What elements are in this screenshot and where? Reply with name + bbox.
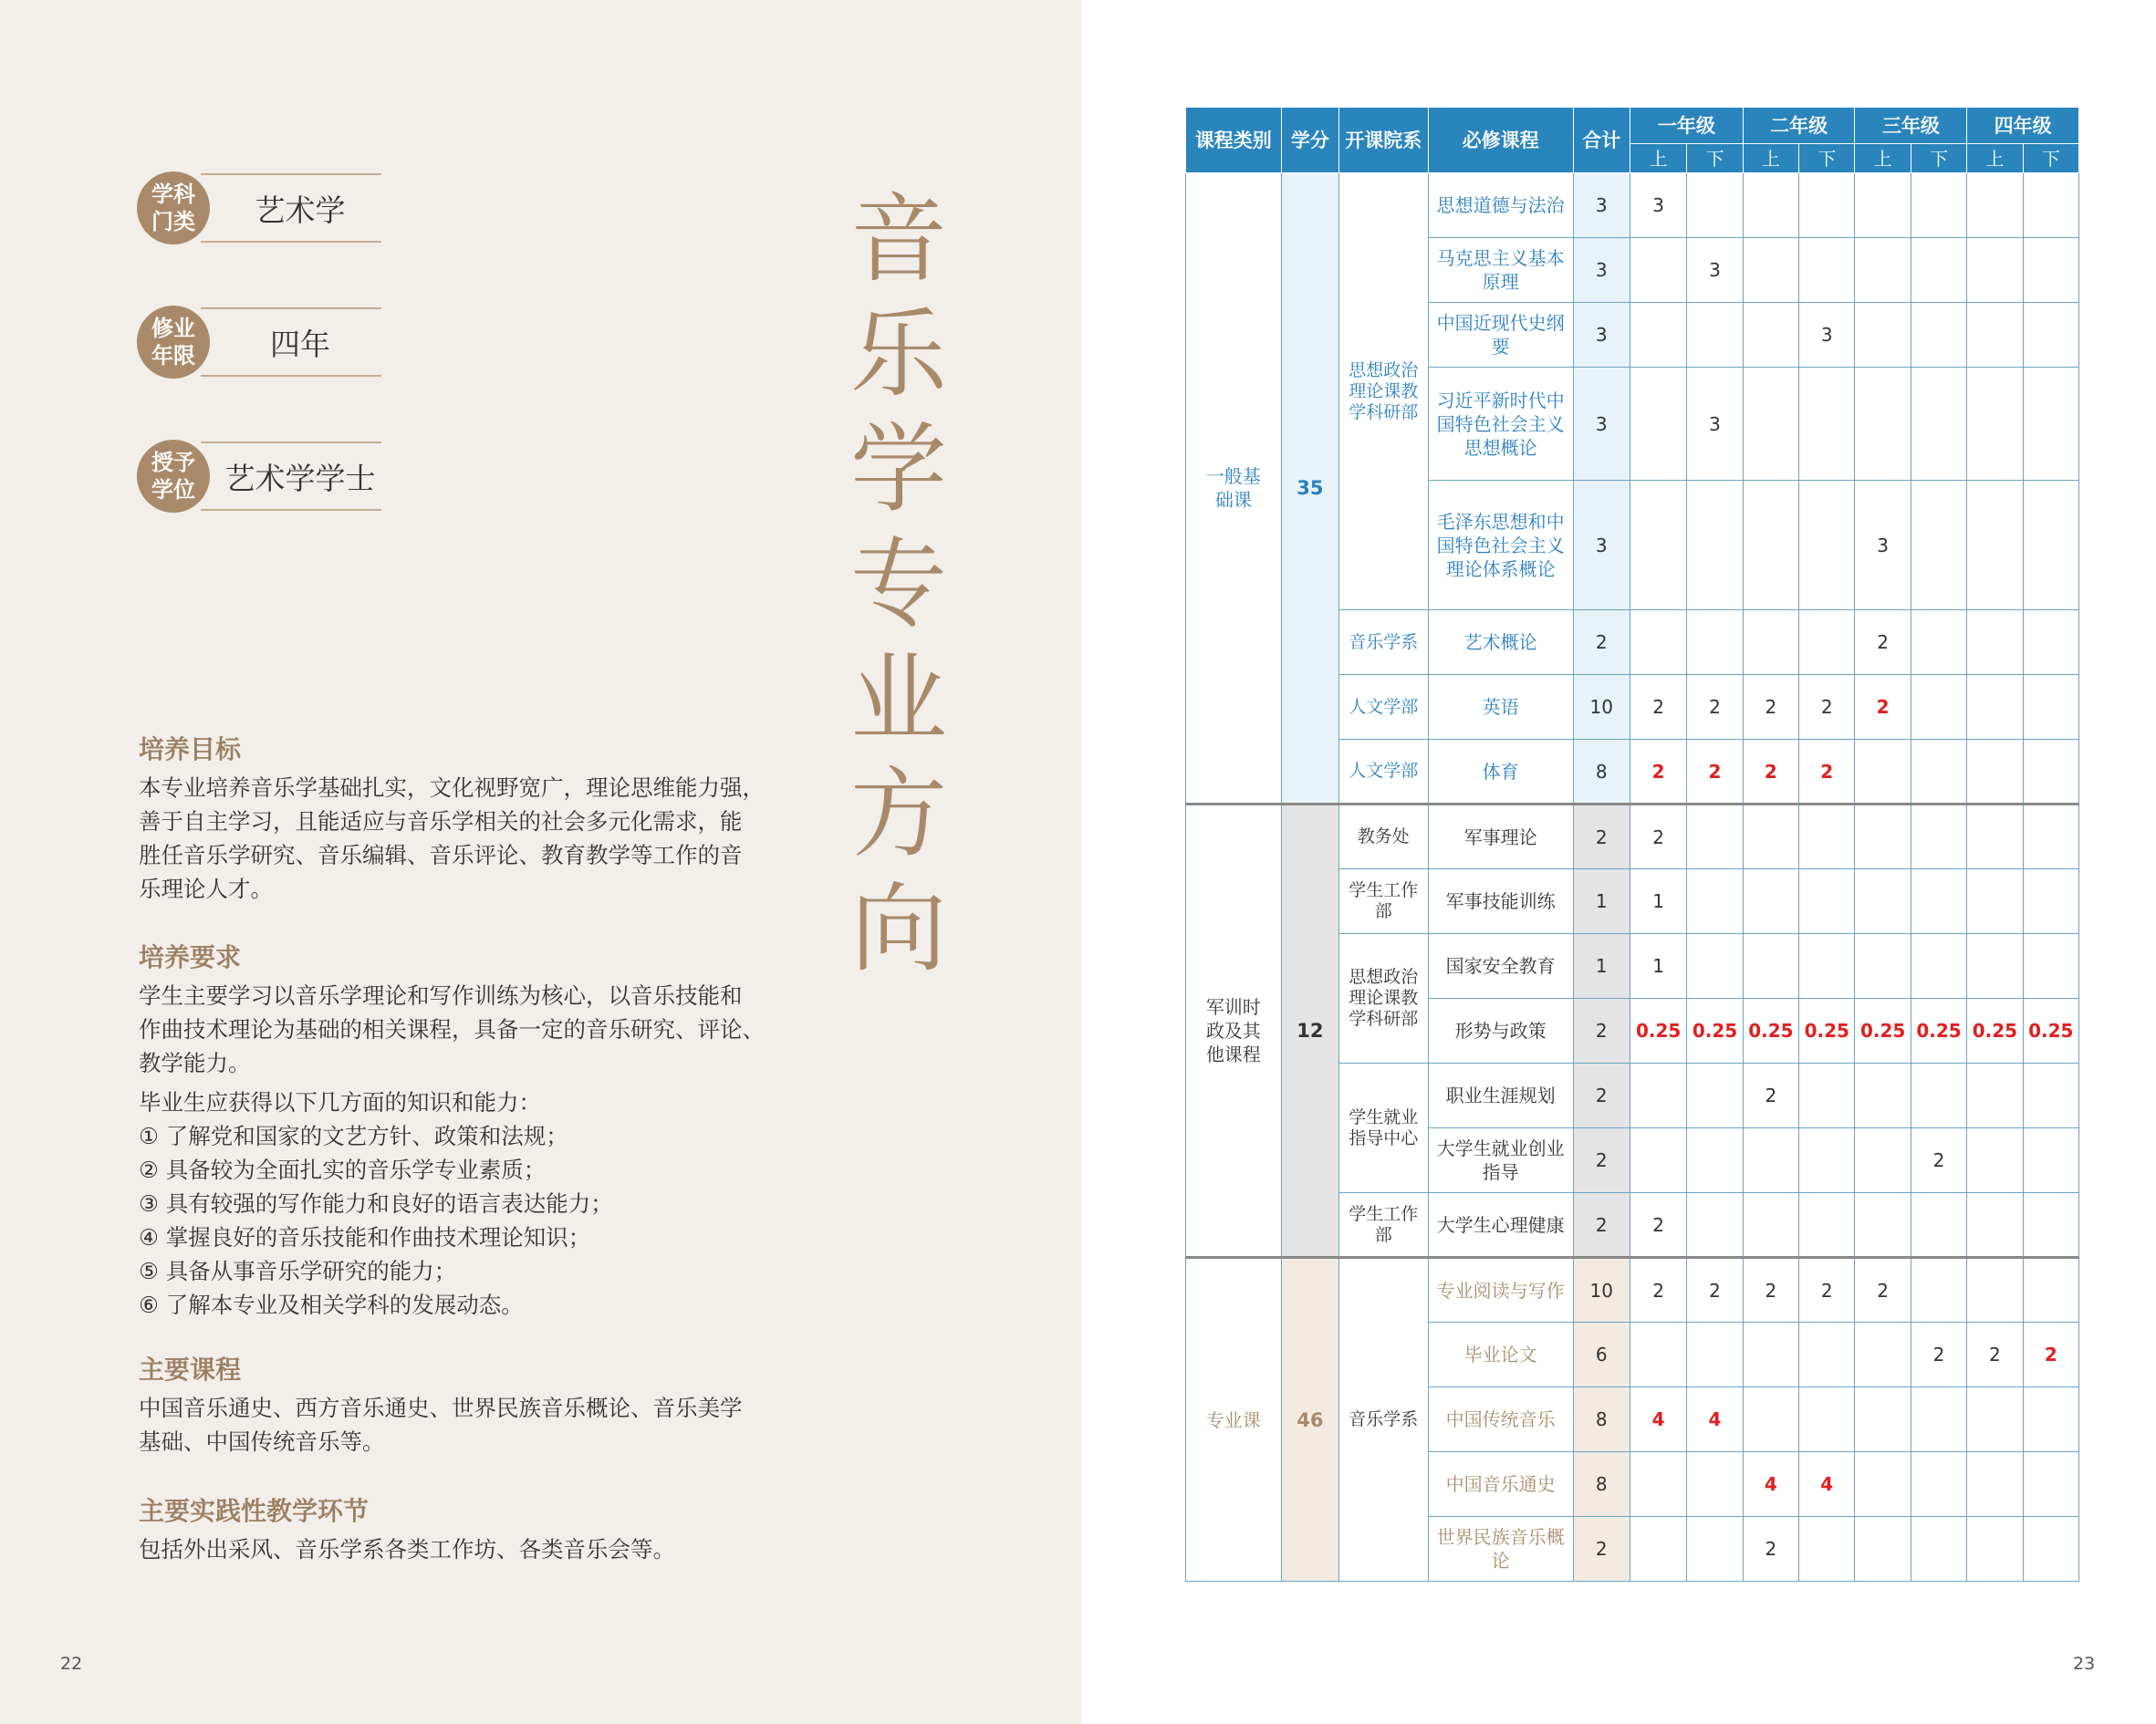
- term-credit-cell: [1911, 1517, 1966, 1582]
- term-credit-cell: [1855, 1128, 1911, 1193]
- dept-cell: 学生工作部: [1339, 1193, 1429, 1258]
- term-credit-cell: [1630, 1128, 1686, 1193]
- study-years-value: 四年: [270, 326, 330, 362]
- course-total-cell: 3: [1573, 173, 1630, 238]
- term-credit-cell: [1630, 481, 1686, 610]
- term-credit-cell: [1967, 1452, 2023, 1517]
- term-credit-cell: [1687, 1517, 1743, 1582]
- term-credit-cell: 4: [1799, 1452, 1855, 1517]
- course-name-cell: 军事技能训练: [1428, 869, 1573, 934]
- term-credit-cell: 0.25: [1799, 999, 1855, 1064]
- term-credit-cell: [1911, 1064, 1966, 1128]
- section-heading-requirements: 培养要求: [139, 942, 242, 972]
- term-credit-cell: [1911, 675, 1966, 740]
- course-total-cell: 1: [1573, 934, 1630, 999]
- course-total-cell: 1: [1573, 869, 1630, 934]
- course-total-cell: 3: [1573, 368, 1630, 481]
- term-credit-cell: [1967, 1387, 2023, 1452]
- header-year-1: 一年级: [1630, 108, 1743, 144]
- term-credit-cell: [1799, 238, 1855, 303]
- term-credit-cell: [1743, 238, 1798, 303]
- term-credit-cell: [1630, 303, 1686, 368]
- course-name-cell: 马克思主义基本原理: [1428, 238, 1573, 303]
- term-credit-cell: [1799, 1323, 1855, 1387]
- page-number-right: 23: [2073, 1654, 2096, 1674]
- course-name-cell: 职业生涯规划: [1428, 1064, 1573, 1128]
- course-name-cell: 世界民族音乐概论: [1428, 1517, 1573, 1582]
- course-name-cell: 毕业论文: [1428, 1323, 1573, 1387]
- dept-cell: 音乐学系: [1339, 610, 1429, 675]
- term-credit-cell: [1911, 610, 1966, 675]
- text-line: 善于自主学习，且能适应与音乐学相关的社会多元化需求，能: [139, 808, 743, 835]
- info-subject-category: [137, 171, 381, 244]
- text-line: 教学能力。: [139, 1050, 251, 1076]
- term-credit-cell: [1911, 1387, 1966, 1452]
- course-total-cell: 8: [1573, 1452, 1630, 1517]
- term-credit-cell: [1967, 869, 2023, 934]
- course-name-cell: 中国音乐通史: [1428, 1452, 1573, 1517]
- term-credit-cell: 3: [1687, 368, 1743, 481]
- section-heading-goal: 培养目标: [139, 734, 242, 764]
- text-line: 作曲技术理论为基础的相关课程，具备一定的音乐研究、评论、: [139, 1016, 765, 1043]
- term-credit-cell: [1743, 610, 1798, 675]
- term-credit-cell: [1967, 740, 2023, 805]
- degree-value: 艺术学学士: [224, 460, 376, 496]
- dept-cell: 教务处: [1339, 805, 1429, 869]
- term-credit-cell: 2: [1855, 610, 1911, 675]
- term-credit-cell: 4: [1743, 1452, 1798, 1517]
- term-credit-cell: [1799, 1128, 1855, 1193]
- term-credit-cell: 2: [1743, 740, 1798, 805]
- term-credit-cell: [2023, 610, 2078, 675]
- term-credit-cell: 2: [1687, 1258, 1743, 1323]
- info-study-years: [137, 306, 381, 379]
- term-credit-cell: [1743, 805, 1798, 869]
- term-credit-cell: [1855, 805, 1911, 869]
- text-line: 中国音乐通史、西方音乐通史、世界民族音乐概论、音乐美学: [139, 1395, 743, 1421]
- goal-paragraph: [139, 771, 768, 906]
- term-credit-cell: [1911, 481, 1966, 610]
- term-credit-cell: [2023, 303, 2078, 368]
- course-name-cell: 思想道德与法治: [1428, 173, 1573, 238]
- term-credit-cell: [1911, 238, 1966, 303]
- term-credit-cell: [1687, 869, 1743, 934]
- term-credit-cell: 2: [1630, 805, 1686, 869]
- term-credit-cell: [1911, 869, 1966, 934]
- text-line: 本专业培养音乐学基础扎实，文化视野宽广，理论思维能力强，: [139, 774, 765, 801]
- term-credit-cell: 0.25: [1687, 999, 1743, 1064]
- term-credit-cell: [2023, 1258, 2078, 1323]
- term-credit-cell: [1687, 1323, 1743, 1387]
- term-credit-cell: [2023, 1064, 2078, 1128]
- course-total-cell: 3: [1573, 303, 1630, 368]
- credits-cell: 12: [1281, 805, 1338, 1258]
- course-total-cell: 2: [1573, 610, 1630, 675]
- term-credit-cell: 0.25: [1911, 999, 1966, 1064]
- term-credit-cell: 3: [1687, 238, 1743, 303]
- term-credit-cell: [2023, 805, 2078, 869]
- term-credit-cell: 3: [1855, 481, 1911, 610]
- term-credit-cell: [1967, 481, 2023, 610]
- header-term: 上: [1743, 144, 1798, 173]
- term-credit-cell: [1799, 934, 1855, 999]
- term-credit-cell: [1911, 173, 1966, 238]
- term-credit-cell: [2023, 1193, 2078, 1258]
- term-credit-cell: [1799, 805, 1855, 869]
- info-degree: [137, 440, 381, 513]
- term-credit-cell: [1855, 740, 1911, 805]
- course-total-cell: 2: [1573, 1517, 1630, 1582]
- term-credit-cell: [1911, 303, 1966, 368]
- category-cell: 专业课: [1186, 1258, 1282, 1582]
- course-total-cell: 6: [1573, 1323, 1630, 1387]
- course-name-cell: 大学生心理健康: [1428, 1193, 1573, 1258]
- term-credit-cell: 0.25: [1967, 999, 2023, 1064]
- term-credit-cell: 3: [1630, 173, 1686, 238]
- term-credit-cell: [1743, 303, 1798, 368]
- term-credit-cell: [1911, 1193, 1966, 1258]
- term-credit-cell: [1855, 1323, 1911, 1387]
- term-credit-cell: 3: [1799, 303, 1855, 368]
- term-credit-cell: [1630, 1064, 1686, 1128]
- term-credit-cell: 0.25: [2023, 999, 2078, 1064]
- term-credit-cell: [1911, 1258, 1966, 1323]
- term-credit-cell: [1855, 303, 1911, 368]
- category-cell: 军训时政及其他课程: [1186, 805, 1282, 1258]
- term-credit-cell: [1911, 368, 1966, 481]
- course-total-cell: 2: [1573, 1128, 1630, 1193]
- term-credit-cell: 0.25: [1630, 999, 1686, 1064]
- term-credit-cell: [1855, 1387, 1911, 1452]
- term-credit-cell: 1: [1630, 934, 1686, 999]
- term-credit-cell: [1743, 1193, 1798, 1258]
- course-name-cell: 体育: [1428, 740, 1573, 805]
- course-name-cell: 英语: [1428, 675, 1573, 740]
- course-name-cell: 艺术概论: [1428, 610, 1573, 675]
- term-credit-cell: [1967, 1258, 2023, 1323]
- header-year-2: 二年级: [1743, 108, 1855, 144]
- term-credit-cell: [1967, 1193, 2023, 1258]
- term-credit-cell: [1799, 610, 1855, 675]
- term-credit-cell: 2: [1743, 1517, 1798, 1582]
- term-credit-cell: [1687, 610, 1743, 675]
- term-credit-cell: [1799, 1387, 1855, 1452]
- term-credit-cell: [1743, 934, 1798, 999]
- term-credit-cell: 2: [1630, 1193, 1686, 1258]
- term-credit-cell: [2023, 934, 2078, 999]
- term-credit-cell: [1630, 368, 1686, 481]
- text-line: 基础、中国传统音乐等。: [139, 1428, 385, 1455]
- term-credit-cell: [2023, 740, 2078, 805]
- term-credit-cell: [1799, 1517, 1855, 1582]
- term-credit-cell: [1967, 934, 2023, 999]
- section-heading-practice: 主要实践性教学环节: [139, 1496, 370, 1526]
- term-credit-cell: [2023, 675, 2078, 740]
- term-credit-cell: 2: [1967, 1323, 2023, 1387]
- course-name-cell: 军事理论: [1428, 805, 1573, 869]
- header-credits: 学分: [1281, 108, 1338, 173]
- header-course: 必修课程: [1428, 108, 1573, 173]
- header-total: 合计: [1573, 108, 1630, 173]
- term-credit-cell: [1855, 934, 1911, 999]
- course-total-cell: 8: [1573, 740, 1630, 805]
- term-credit-cell: [1630, 610, 1686, 675]
- table-row: [1186, 173, 2079, 238]
- term-credit-cell: [1799, 173, 1855, 238]
- term-credit-cell: [1799, 1193, 1855, 1258]
- term-credit-cell: [1855, 173, 1911, 238]
- credits-cell: 35: [1281, 173, 1338, 805]
- term-credit-cell: [2023, 1452, 2078, 1517]
- practice-paragraph: [139, 1532, 768, 1566]
- term-credit-cell: [1911, 934, 1966, 999]
- term-credit-cell: [1743, 1387, 1798, 1452]
- term-credit-cell: [2023, 481, 2078, 610]
- term-credit-cell: [1967, 675, 2023, 740]
- term-credit-cell: [1743, 368, 1798, 481]
- table-row: [1186, 1258, 2079, 1323]
- text-line: 乐理论人才。: [139, 876, 273, 902]
- section-heading-courses: 主要课程: [139, 1355, 242, 1385]
- credits-cell: 46: [1281, 1258, 1338, 1582]
- term-credit-cell: 0.25: [1855, 999, 1911, 1064]
- term-credit-cell: 2: [1743, 675, 1798, 740]
- course-total-cell: 10: [1573, 675, 1630, 740]
- term-credit-cell: [1855, 1517, 1911, 1582]
- header-row: [1186, 108, 2079, 144]
- term-credit-cell: [1799, 1064, 1855, 1128]
- list-item: ⑥ 了解本专业及相关学科的发展动态。: [139, 1292, 524, 1318]
- header-term: 上: [1967, 144, 2023, 173]
- course-name-cell: 大学生就业创业指导: [1428, 1128, 1573, 1193]
- course-name-cell: 国家安全教育: [1428, 934, 1573, 999]
- term-credit-cell: [1967, 1128, 2023, 1193]
- term-credit-cell: [1855, 1193, 1911, 1258]
- list-item: ② 具备较为全面扎实的音乐学专业素质；: [139, 1157, 547, 1183]
- term-credit-cell: 4: [1630, 1387, 1686, 1452]
- dept-cell: 人文学部: [1339, 675, 1429, 740]
- term-credit-cell: [1687, 1064, 1743, 1128]
- courses-paragraph: [139, 1391, 768, 1459]
- term-credit-cell: [2023, 1387, 2078, 1452]
- term-credit-cell: [1743, 1323, 1798, 1387]
- list-item: ④ 掌握良好的音乐技能和作曲技术理论知识；: [139, 1224, 591, 1251]
- header-term: 上: [1855, 144, 1911, 173]
- header-term: 下: [2023, 144, 2078, 173]
- term-credit-cell: [1911, 1452, 1966, 1517]
- text-line: 学生主要学习以音乐学理论和写作训练为核心，以音乐技能和: [139, 982, 743, 1009]
- badge-degree: 授予学位: [137, 440, 210, 513]
- header-dept: 开课院系: [1339, 108, 1429, 173]
- term-credit-cell: [1799, 481, 1855, 610]
- header-category: 课程类别: [1186, 108, 1282, 173]
- term-credit-cell: 2: [1687, 740, 1743, 805]
- dept-cell: 学生就业指导中心: [1339, 1064, 1429, 1193]
- badge-study-years: 修业年限: [137, 306, 210, 379]
- term-credit-cell: [1687, 481, 1743, 610]
- list-item: ③ 具有较强的写作能力和良好的语言表达能力；: [139, 1190, 613, 1217]
- term-credit-cell: [1630, 1452, 1686, 1517]
- dept-cell: 人文学部: [1339, 740, 1429, 805]
- term-credit-cell: [1967, 368, 2023, 481]
- text-line: 包括外出采风、音乐学系各类工作坊、各类音乐会等。: [139, 1536, 675, 1563]
- term-credit-cell: [1855, 1452, 1911, 1517]
- term-credit-cell: 2: [1630, 675, 1686, 740]
- term-credit-cell: 2: [1630, 1258, 1686, 1323]
- header-term: 下: [1799, 144, 1855, 173]
- header-year-4: 四年级: [1967, 108, 2079, 144]
- header-term: 下: [1911, 144, 1966, 173]
- term-credit-cell: [1630, 1323, 1686, 1387]
- term-credit-cell: [1967, 610, 2023, 675]
- term-credit-cell: [1743, 869, 1798, 934]
- term-credit-cell: 2: [1911, 1323, 1966, 1387]
- term-credit-cell: [1911, 740, 1966, 805]
- term-credit-cell: [1911, 805, 1966, 869]
- curriculum-table: [1185, 107, 2079, 1582]
- term-credit-cell: [1687, 1452, 1743, 1517]
- term-credit-cell: [1799, 368, 1855, 481]
- table-row: [1186, 805, 2079, 869]
- dept-cell: 学生工作部: [1339, 869, 1429, 934]
- term-credit-cell: [2023, 1517, 2078, 1582]
- term-credit-cell: [2023, 368, 2078, 481]
- course-total-cell: 2: [1573, 805, 1630, 869]
- term-credit-cell: [1687, 173, 1743, 238]
- text-line: 毕业生应获得以下几方面的知识和能力：: [139, 1089, 541, 1116]
- term-credit-cell: 2: [1911, 1128, 1966, 1193]
- term-credit-cell: [1967, 173, 2023, 238]
- term-credit-cell: 2: [1799, 740, 1855, 805]
- term-credit-cell: [1967, 1517, 2023, 1582]
- term-credit-cell: 2: [1855, 675, 1911, 740]
- term-credit-cell: 2: [2023, 1323, 2078, 1387]
- term-credit-cell: [1743, 173, 1798, 238]
- term-credit-cell: [1687, 805, 1743, 869]
- term-credit-cell: [1630, 238, 1686, 303]
- term-credit-cell: [1687, 303, 1743, 368]
- term-credit-cell: 2: [1855, 1258, 1911, 1323]
- term-credit-cell: [2023, 238, 2078, 303]
- course-total-cell: 3: [1573, 238, 1630, 303]
- term-credit-cell: 2: [1799, 1258, 1855, 1323]
- course-total-cell: 3: [1573, 481, 1630, 610]
- term-credit-cell: [1967, 303, 2023, 368]
- term-credit-cell: 4: [1687, 1387, 1743, 1452]
- course-name-cell: 毛泽东思想和中国特色社会主义理论体系概论: [1428, 481, 1573, 610]
- course-total-cell: 2: [1573, 999, 1630, 1064]
- term-credit-cell: 2: [1799, 675, 1855, 740]
- course-name-cell: 形势与政策: [1428, 999, 1573, 1064]
- badge-subject-category: 学科门类: [137, 171, 210, 244]
- course-name-cell: 中国传统音乐: [1428, 1387, 1573, 1452]
- term-credit-cell: [1855, 869, 1911, 934]
- term-credit-cell: [1687, 1128, 1743, 1193]
- course-total-cell: 2: [1573, 1064, 1630, 1128]
- course-total-cell: 2: [1573, 1193, 1630, 1258]
- dept-cell: 思想政治理论课教学科研部: [1339, 934, 1429, 1064]
- term-credit-cell: [2023, 1128, 2078, 1193]
- term-credit-cell: [1687, 1193, 1743, 1258]
- list-item: ① 了解党和国家的文艺方针、政策和法规；: [139, 1123, 568, 1149]
- term-credit-cell: [1855, 1064, 1911, 1128]
- term-credit-cell: 0.25: [1743, 999, 1798, 1064]
- term-credit-cell: 2: [1630, 740, 1686, 805]
- course-name-cell: 习近平新时代中国特色社会主义思想概论: [1428, 368, 1573, 481]
- text-line: 胜任音乐学研究、音乐编辑、音乐评论、教育教学等工作的音: [139, 842, 743, 868]
- term-credit-cell: [1967, 805, 2023, 869]
- header-year-3: 三年级: [1855, 108, 1967, 144]
- course-total-cell: 8: [1573, 1387, 1630, 1452]
- page-title: 音乐学专业方向: [850, 183, 947, 985]
- category-cell: 一般基础课: [1186, 173, 1282, 805]
- term-credit-cell: [2023, 869, 2078, 934]
- page-number-left: 22: [60, 1654, 83, 1674]
- term-credit-cell: [1855, 368, 1911, 481]
- dept-cell: 音乐学系: [1339, 1258, 1429, 1582]
- requirements-paragraph: [139, 979, 768, 1080]
- term-credit-cell: [2023, 173, 2078, 238]
- subject-category-value: 艺术学: [255, 192, 346, 228]
- term-credit-cell: 2: [1743, 1258, 1798, 1323]
- header-term: 上: [1630, 144, 1686, 173]
- term-credit-cell: [1855, 238, 1911, 303]
- term-credit-cell: 1: [1630, 869, 1686, 934]
- term-credit-cell: 2: [1743, 1064, 1798, 1128]
- course-name-cell: 中国近现代史纲要: [1428, 303, 1573, 368]
- term-credit-cell: [1687, 934, 1743, 999]
- course-name-cell: 专业阅读与写作: [1428, 1258, 1573, 1323]
- term-credit-cell: [1967, 238, 2023, 303]
- course-total-cell: 10: [1573, 1258, 1630, 1323]
- term-credit-cell: 2: [1687, 675, 1743, 740]
- abilities-list: [139, 1085, 768, 1322]
- list-item: ⑤ 具备从事音乐学研究的能力；: [139, 1258, 457, 1284]
- dept-cell: 思想政治理论课教学科研部: [1339, 173, 1429, 610]
- term-credit-cell: [1799, 869, 1855, 934]
- term-credit-cell: [1630, 1517, 1686, 1582]
- term-credit-cell: [1743, 1128, 1798, 1193]
- term-credit-cell: [1743, 481, 1798, 610]
- term-credit-cell: [1967, 1064, 2023, 1128]
- header-term: 下: [1687, 144, 1743, 173]
